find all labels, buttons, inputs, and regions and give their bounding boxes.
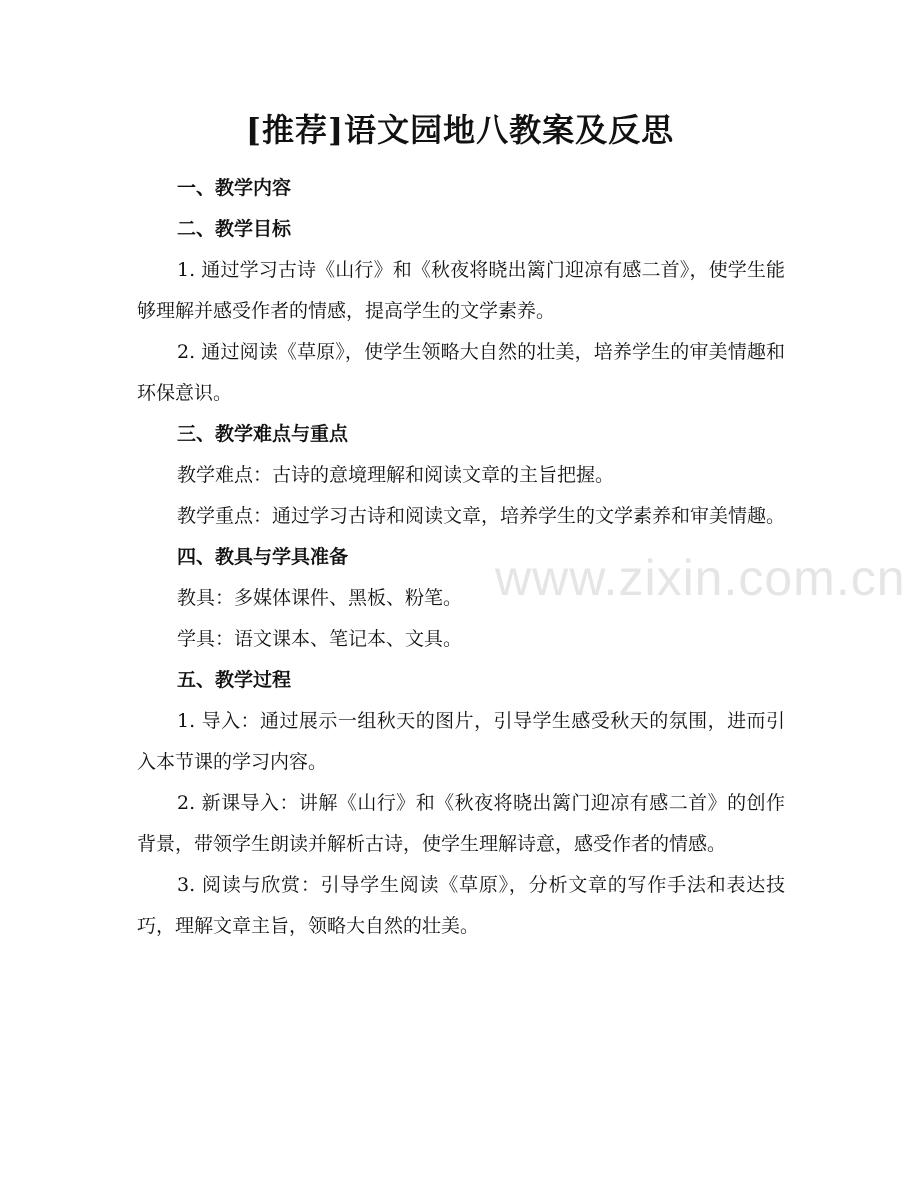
process-paragraph-1: 1. 导入：通过展示一组秋天的图片，引导学生感受秋天的氛围，进而引入本节课的学习内容。	[137, 710, 785, 773]
objective-paragraph-1: 1. 通过学习古诗《山行》和《秋夜将晓出篱门迎凉有感二首》，使学生能够理解并感受作者的情感，提高学生的文学素养。	[137, 259, 785, 322]
section-heading-content: 一、教学内容	[177, 177, 292, 199]
section-heading-objectives: 二、教学目标	[177, 218, 292, 240]
section-heading-process: 五、教学过程	[177, 669, 292, 691]
process-paragraph-3: 3. 阅读与欣赏：引导学生阅读《草原》，分析文章的写作手法和表达技巧，理解文章主旨，领略大自然的壮美。	[137, 874, 785, 937]
document-title: [推荐]语文园地八教案及反思	[245, 111, 675, 149]
key-point-paragraph: 教学重点：通过学习古诗和阅读文章，培养学生的文学素养和审美情趣。	[177, 505, 786, 527]
document-body	[137, 168, 785, 947]
learning-aids-paragraph: 学具：语文课本、笔记本、文具。	[177, 628, 463, 650]
teaching-aids-paragraph: 教具：多媒体课件、黑板、粉笔。	[177, 587, 463, 609]
section-heading-difficulties: 三、教学难点与重点	[177, 423, 349, 445]
watermark: www.zixin.com.cn	[495, 550, 906, 606]
difficulty-paragraph: 教学难点：古诗的意境理解和阅读文章的主旨把握。	[177, 464, 615, 486]
section-heading-materials: 四、教具与学具准备	[177, 546, 349, 568]
objective-paragraph-2: 2. 通过阅读《草原》，使学生领略大自然的壮美，培养学生的审美情趣和环保意识。	[137, 341, 785, 404]
process-paragraph-2: 2. 新课导入：讲解《山行》和《秋夜将晓出篱门迎凉有感二首》的创作背景，带领学生朗读并解析古诗，使学生理解诗意，感受作者的情感。	[137, 792, 785, 855]
